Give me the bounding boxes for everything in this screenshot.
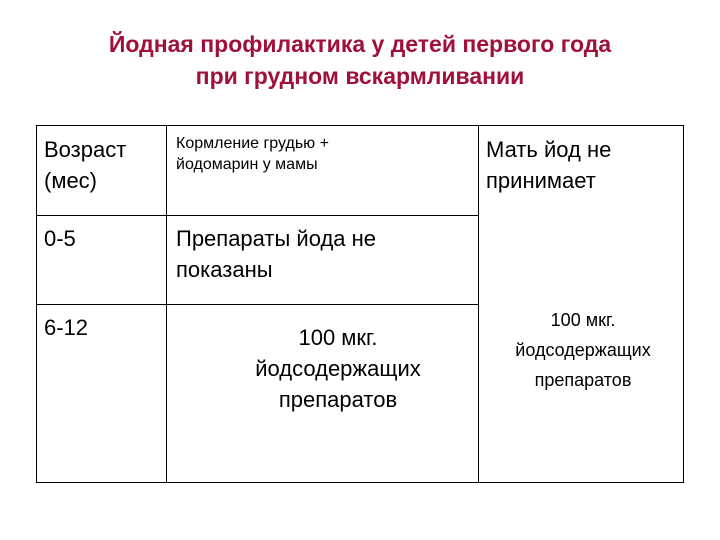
header-mother-no-iodine: Мать йод не принимает — [486, 137, 612, 193]
row-6-12-age: 6-12 — [44, 315, 89, 340]
slide-title-line1: Йодная профилактика у детей первого года — [108, 31, 612, 57]
row-6-12-breastfeeding: 100 мкг. йодсодержащих препаратов — [255, 325, 421, 412]
header-breastfeeding: Кормление грудью + йодомарин у мамы — [176, 135, 329, 173]
column-divider-2 — [478, 126, 479, 482]
slide-title — [0, 28, 720, 92]
mother-no-iodine-value: 100 мкг. йодсодержащих препаратов — [515, 310, 651, 390]
slide-title-line2: при грудном вскармливании — [195, 63, 525, 89]
row-0-5-age: 0-5 — [44, 226, 76, 251]
row-divider-header — [37, 215, 478, 216]
row-0-5-breastfeeding: Препараты йода не показаны — [176, 226, 377, 282]
header-age: Возраст (мес) — [44, 137, 127, 193]
iodine-prophylaxis-table — [36, 125, 684, 483]
row-divider-0-5 — [37, 304, 478, 305]
